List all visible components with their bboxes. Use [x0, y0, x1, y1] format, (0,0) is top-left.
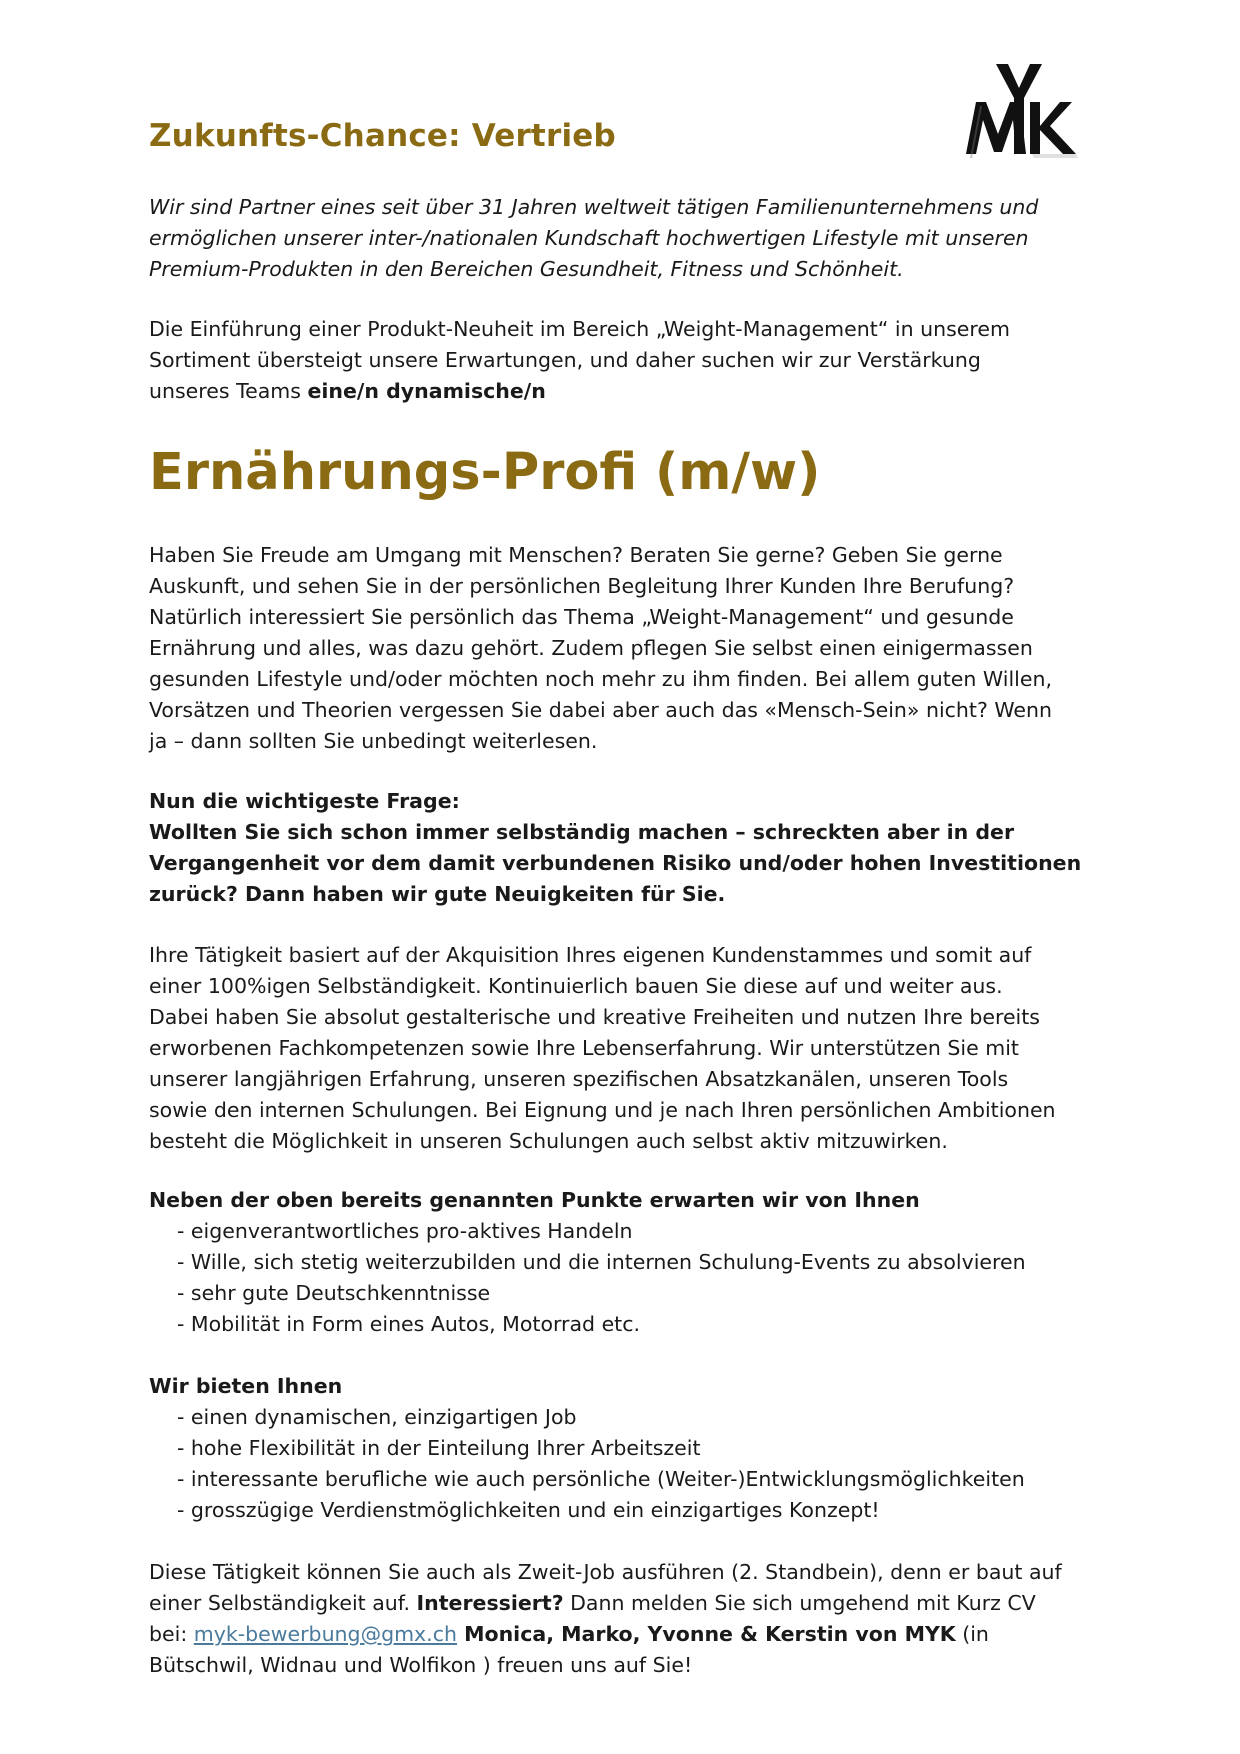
bold-text: eine/n dynamische/n [307, 379, 546, 403]
text-line: gesunden Lifestyle und/oder möchten noch mehr zu ihm finden. Bei allem guten Willen, [149, 667, 1052, 691]
text-line: Ernährung und alles, was dazu gehört. Zudem pflegen Sie selbst einen einigermassen [149, 636, 1033, 660]
question-block [149, 786, 1109, 910]
profile-paragraph [149, 540, 1109, 757]
text-line: einer Selbständigkeit auf. [149, 1591, 417, 1615]
text-line: erworbenen Fachkompetenzen sowie Ihre Lebenserfahrung. Wir unterstützen Sie mit [149, 1036, 1019, 1060]
requirements-heading: Neben der oben bereits genannten Punkte erwarten wir von Ihnen [149, 1188, 920, 1212]
text-line: Dann melden Sie sich umgehend mit Kurz CV [563, 1591, 1036, 1615]
intro-line: Wir sind Partner eines seit über 31 Jahren weltweit tätigen Familienunternehmens und [149, 195, 1039, 219]
bold-text: Interessiert? [416, 1591, 564, 1615]
list-item: - sehr gute Deutschkenntnisse [177, 1281, 491, 1305]
offer-heading: Wir bieten Ihnen [149, 1374, 343, 1398]
text-line: unserer langjährigen Erfahrung, unseren spezifischen Absatzkanälen, unseren Tools [149, 1067, 1009, 1091]
list-item: - hohe Flexibilität in der Einteilung Ihrer Arbeitszeit [177, 1436, 701, 1460]
text-line: Wollten Sie sich schon immer selbständig machen – schreckten aber in der [149, 820, 1015, 844]
text-line: Ihre Tätigkeit basiert auf der Akquisition Ihres eigenen Kundenstammes und somit auf [149, 943, 1032, 967]
bold-text: Monica, Marko, Yvonne & Kerstin von MYK [456, 1622, 956, 1646]
intro-line: Premium-Produkten in den Bereichen Gesundheit, Fitness und Schönheit. [149, 257, 904, 281]
intro-line: ermöglichen unserer inter-/nationalen Kundschaft hochwertigen Lifestyle mit unseren [149, 226, 1029, 250]
activity-paragraph [149, 940, 1109, 1157]
text-line: Sortiment übersteigt unsere Erwartungen, und daher suchen wir zur Verstärkung [149, 348, 981, 372]
text-line: besteht die Möglichkeit in unseren Schulungen auch selbst aktiv mitzuwirken. [149, 1129, 948, 1153]
list-item: - Wille, sich stetig weiterzubilden und die internen Schulung-Events zu absolvieren [177, 1250, 1026, 1274]
list-item: - grosszügige Verdienstmöglichkeiten und ein einzigartiges Konzept! [177, 1498, 880, 1522]
requirements-list [177, 1216, 1026, 1340]
text-line: zurück? Dann haben wir gute Neuigkeiten für Sie. [149, 882, 726, 906]
text-line: Auskunft, und sehen Sie in der persönlichen Begleitung Ihrer Kunden Ihre Berufung? [149, 574, 1015, 598]
text-line: ja – dann sollten Sie unbedingt weiterlesen. [149, 729, 598, 753]
kicker-heading: Zukunfts-Chance: Vertrieb [149, 118, 616, 154]
list-item: - interessante berufliche wie auch persönliche (Weiter-)Entwicklungsmöglichkeiten [177, 1467, 1025, 1491]
product-paragraph [149, 314, 1109, 407]
list-item: - Mobilität in Form eines Autos, Motorrad etc. [177, 1312, 641, 1336]
text-line: (in [955, 1622, 989, 1646]
text-line: Dabei haben Sie absolut gestalterische und kreative Freiheiten und nutzen Ihre bereits [149, 1005, 1040, 1029]
text-line: Vorsätzen und Theorien vergessen Sie dabei aber auch das «Mensch-Sein» nicht? Wenn [149, 698, 1053, 722]
text-line: Die Einführung einer Produkt-Neuheit im Bereich „Weight-Management“ in unserem [149, 317, 1010, 341]
list-item: - eigenverantwortliches pro-aktives Handeln [177, 1219, 633, 1243]
text-line: einer 100%igen Selbständigkeit. Kontinuierlich bauen Sie diese auf und weiter aus. [149, 974, 1003, 998]
closing-paragraph [149, 1557, 1109, 1681]
text-line: unseres Teams [149, 379, 308, 403]
text-line: Bütschwil, Widnau und Wolfikon ) freuen uns auf Sie! [149, 1653, 693, 1677]
text-line: Nun die wichtigeste Frage: [149, 789, 460, 813]
text-line: Haben Sie Freude am Umgang mit Menschen? Beraten Sie gerne? Geben Sie gerne [149, 543, 1003, 567]
email-link[interactable]: myk-bewerbung@gmx.ch [193, 1622, 457, 1646]
intro-paragraph [149, 192, 1109, 285]
text-line: Natürlich interessiert Sie persönlich das Thema „Weight-Management“ und gesunde [149, 605, 1014, 629]
text-line: Diese Tätigkeit können Sie auch als Zweit-Job ausführen (2. Standbein), denn er baut auf [149, 1560, 1062, 1584]
text-line: Vergangenheit vor dem damit verbundenen Risiko und/oder hohen Investitionen [149, 851, 1082, 875]
offer-list [177, 1402, 1025, 1526]
text-line: sowie den internen Schulungen. Bei Eignung und je nach Ihren persönlichen Ambitionen [149, 1098, 1056, 1122]
myk-logo [956, 62, 1082, 180]
text-line: bei: [149, 1622, 194, 1646]
job-title: Ernährungs-Profi (m/w) [149, 443, 821, 502]
list-item: - einen dynamischen, einzigartigen Job [177, 1405, 577, 1429]
